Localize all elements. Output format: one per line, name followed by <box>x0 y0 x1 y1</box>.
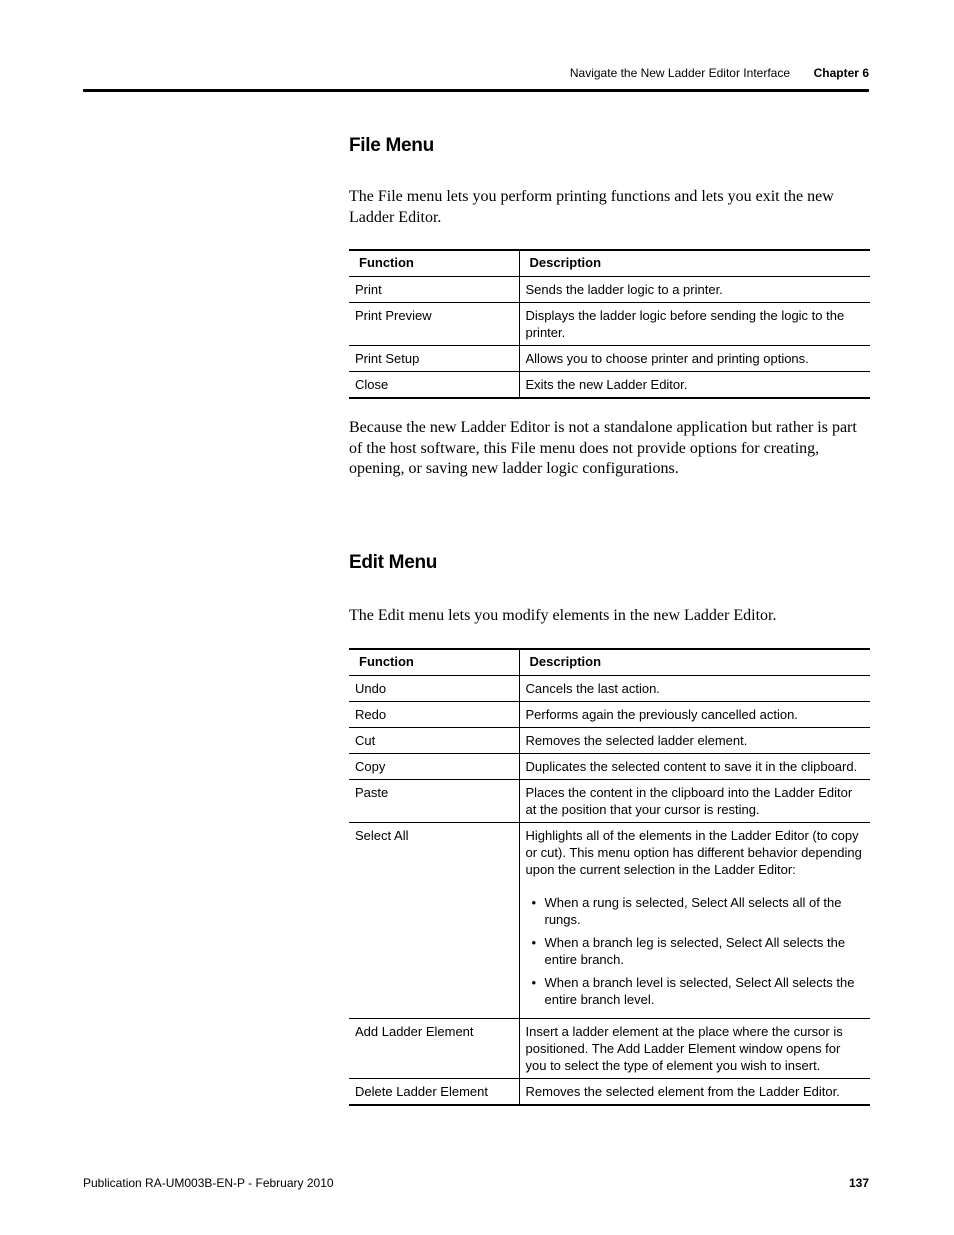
column-header-function: Function <box>349 649 519 676</box>
publication-number: Publication RA-UM003B-EN-P - February 2010 <box>83 1176 334 1190</box>
function-cell: Print Preview <box>349 303 519 346</box>
function-cell: Print Setup <box>349 346 519 372</box>
function-cell: Copy <box>349 754 519 780</box>
bullet-item: • When a rung is selected, Select All selects all of the rungs. <box>545 894 865 928</box>
bullet-item: • When a branch level is selected, Select All selects the entire branch level. <box>545 974 865 1008</box>
column-header-function: Function <box>349 250 519 277</box>
description-text: Highlights all of the elements in the Ladder Editor (to copy or cut). This menu option has different behavior depending upon the current selection in the Ladder Editor: <box>525 828 862 877</box>
page-number: 137 <box>848 1176 869 1190</box>
description-cell: Sends the ladder logic to a printer. <box>519 277 870 303</box>
description-cell: Insert a ladder element at the place where the cursor is positioned. The Add Ladder Element window opens for you to select the type of element you wish to insert. <box>519 1019 870 1079</box>
column-header-description: Description <box>519 649 870 676</box>
description-cell: Allows you to choose printer and printing options. <box>519 346 870 372</box>
function-cell: Paste <box>349 780 519 823</box>
table-row <box>349 702 870 728</box>
function-cell: Delete Ladder Element <box>349 1079 519 1106</box>
function-cell: Cut <box>349 728 519 754</box>
header-chapter: Chapter 6 <box>813 66 869 80</box>
table-header-row <box>349 250 870 277</box>
table-row <box>349 1079 870 1106</box>
function-cell: Undo <box>349 676 519 702</box>
table-row <box>349 823 870 1019</box>
description-cell: Exits the new Ladder Editor. <box>519 372 870 399</box>
description-cell: Displays the ladder logic before sending the logic to the printer. <box>519 303 870 346</box>
table-row <box>349 754 870 780</box>
table-row <box>349 303 870 346</box>
function-cell: Select All <box>349 823 519 1019</box>
description-cell: Removes the selected element from the Ladder Editor. <box>519 1079 870 1106</box>
description-cell: Performs again the previously cancelled action. <box>519 702 870 728</box>
bullet-item: • When a branch leg is selected, Select All selects the entire branch. <box>545 934 865 968</box>
edit-menu-intro: The Edit menu lets you modify elements in the new Ladder Editor. <box>349 607 777 624</box>
function-cell: Print <box>349 277 519 303</box>
table-row <box>349 1019 870 1079</box>
column-header-description: Description <box>519 250 870 277</box>
edit-menu-table <box>349 648 870 1106</box>
file-menu-heading: File Menu <box>349 135 434 156</box>
table-row <box>349 277 870 303</box>
table-header-row <box>349 649 870 676</box>
file-menu-table <box>349 249 870 399</box>
table-row <box>349 728 870 754</box>
header-rule <box>83 89 869 92</box>
description-cell <box>519 823 870 1019</box>
description-cell: Removes the selected ladder element. <box>519 728 870 754</box>
function-cell: Redo <box>349 702 519 728</box>
function-cell: Add Ladder Element <box>349 1019 519 1079</box>
bullet-list <box>526 894 865 1008</box>
description-cell: Cancels the last action. <box>519 676 870 702</box>
table-row <box>349 780 870 823</box>
description-cell: Places the content in the clipboard into the Ladder Editor at the position that your cursor is resting. <box>519 780 870 823</box>
table-row <box>349 372 870 399</box>
table-row <box>349 676 870 702</box>
header-title: Navigate the New Ladder Editor Interface <box>569 66 790 80</box>
running-header <box>83 66 869 82</box>
edit-menu-heading: Edit Menu <box>349 552 438 573</box>
function-cell: Close <box>349 372 519 399</box>
file-menu-note: Because the new Ladder Editor is not a standalone application but rather is part of the host software, this File menu does not provide options for creating, opening, or saving new ladder logic configurations. <box>349 419 857 477</box>
table-row <box>349 346 870 372</box>
file-menu-intro: The File menu lets you perform printing functions and lets you exit the new Ladder Editor. <box>349 188 834 226</box>
description-cell: Duplicates the selected content to save it in the clipboard. <box>519 754 870 780</box>
